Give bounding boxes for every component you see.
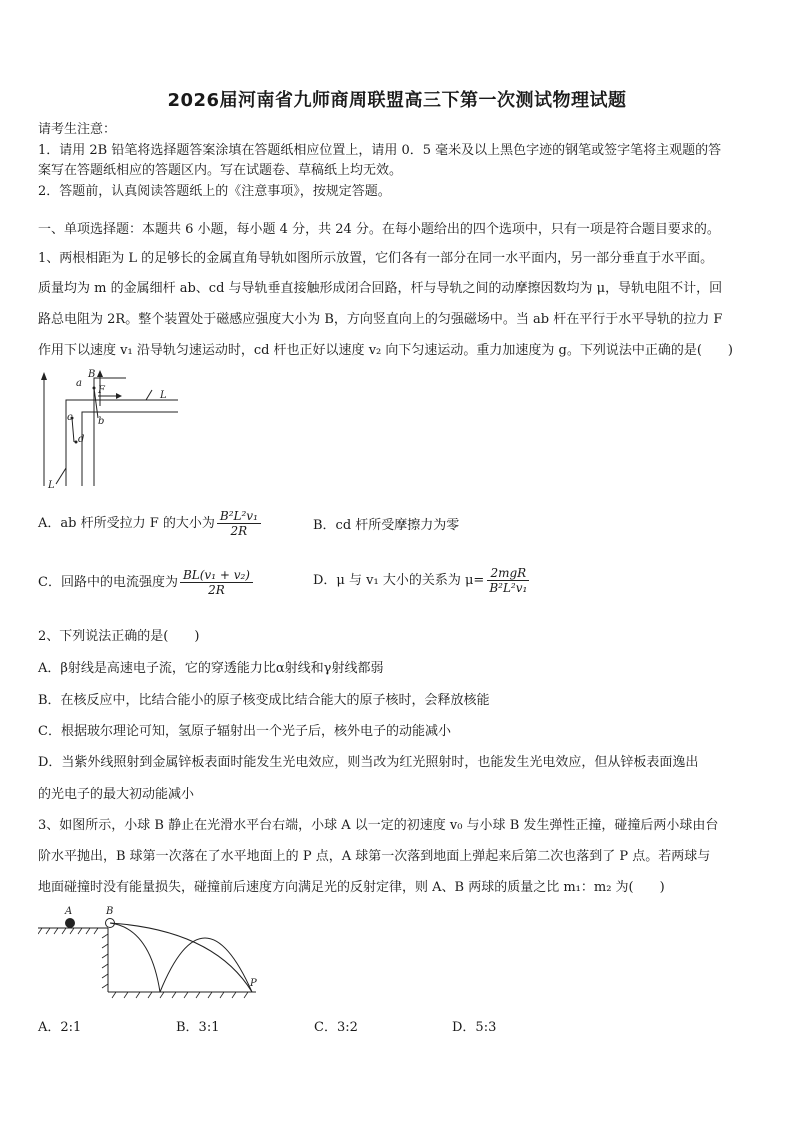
q2-stem: 2、下列说法正确的是( ) [38, 629, 200, 644]
fig3-label-A: A [65, 906, 73, 917]
q2-option-d-line-2: 的光电子的最大初动能减小 [38, 787, 195, 802]
q1-option-d[interactable] [313, 566, 530, 595]
q1-rail-figure [38, 368, 180, 492]
fig3-label-B: B [106, 906, 114, 917]
notice-heading: 请考生注意： [38, 122, 117, 137]
page-title: 2026届河南省九师商周联盟高三下第一次测试物理试题 [167, 90, 627, 111]
q1-option-d-text: D．μ 与 v₁ 大小的关系为 μ= [313, 573, 485, 588]
q1-line-3: 路总电阻为 2R。整个装置处于磁感应强度大小为 B，方向竖直向上的匀强磁场中。当 ab 杆在平行于水平导轨的拉力 F [38, 312, 723, 327]
fig1-label-L-top: L [160, 390, 167, 401]
q1-option-b[interactable]: B．cd 杆所受摩擦力为零 [313, 518, 460, 533]
fig1-label-d: d [78, 434, 85, 445]
q1-option-d-fraction [486, 566, 530, 595]
q3-line-3: 地面碰撞时没有能量损失，碰撞前后速度方向满足光的反射定律，则 A、B 两球的质量之比 m₁：m₂ 为( ) [38, 880, 665, 895]
fig3-label-P: P [250, 978, 257, 989]
fig1-label-b: b [98, 416, 105, 427]
q3-option-c[interactable]: C．3:2 [314, 1020, 358, 1035]
q1-option-a-denominator: 2R [230, 524, 248, 538]
fig1-label-B: B [88, 369, 96, 380]
q3-line-1: 3、如图所示，小球 B 静止在光滑水平台右端，小球 A 以一定的初速度 v₀ 与小球 B 发生弹性正撞，碰撞后两小球由台 [38, 818, 719, 833]
section-heading: 一、单项选择题：本题共 6 小题，每小题 4 分，共 24 分。在每小题给出的四个选项中，只有一项是符合题目要求的。 [38, 222, 720, 237]
q1-option-c[interactable] [38, 568, 253, 597]
q1-option-c-denominator: 2R [208, 583, 225, 597]
q1-option-c-text: C．回路中的电流强度为 [38, 575, 178, 590]
q3-option-b[interactable]: B．3:1 [176, 1020, 220, 1035]
q1-option-a-text: A．ab 杆所受拉力 F 的大小为 [38, 516, 215, 531]
q3-option-d[interactable]: D．5:3 [452, 1020, 497, 1035]
q1-line-2: 质量均为 m 的金属细杆 ab、cd 与导轨垂直接触形成闭合回路，杆与导轨之间的动摩擦因数均为 μ，导轨电阻不计，回 [38, 281, 723, 296]
fig1-label-c: c [67, 412, 73, 423]
fig1-label-F: F [98, 385, 105, 396]
q1-line-1: 1、两根相距为 L 的足够长的金属直角导轨如图所示放置，它们各有一部分在同一水平面内，另一部分垂直于水平面。 [38, 251, 714, 266]
q3-option-a[interactable]: A．2:1 [38, 1020, 82, 1035]
q2-option-c[interactable]: C．根据玻尔理论可知，氢原子辐射出一个光子后，核外电子的动能减小 [38, 724, 451, 739]
q1-option-a[interactable] [38, 509, 261, 538]
q1-option-c-numerator: BL(v₁ + v₂) [180, 568, 253, 583]
fig1-label-L-bottom: L [48, 480, 55, 491]
q1-option-a-numerator: B²L²v₁ [217, 509, 261, 524]
q3-line-2: 阶水平抛出，B 球第一次落在了水平地面上的 P 点，A 球第一次落到地面上弹起来后第二次也落到了 P 点。若两球与 [38, 849, 711, 864]
notice-item-1-line-2: 案写在答题纸相应的答题区内。写在试题卷、草稿纸上均无效。 [38, 163, 403, 178]
notice-item-1-line-1: 1．请用 2B 铅笔将选择题答案涂填在答题纸相应位置上，请用 0．5 毫米及以上黑色字迹的钢笔或签字笔将主观题的答 [38, 143, 722, 158]
q2-option-a[interactable]: A．β射线是高速电子流，它的穿透能力比α射线和γ射线都弱 [38, 661, 384, 676]
q3-projectile-figure [38, 906, 264, 1002]
q2-option-d-line-1[interactable]: D．当紫外线照射到金属锌板表面时能发生光电效应，则当改为红光照射时，也能发生光电效应，但从锌板表面逸出 [38, 755, 699, 770]
notice-item-2: 2．答题前，认真阅读答题纸上的《注意事项》，按规定答题。 [38, 184, 391, 199]
q1-option-c-fraction [180, 568, 253, 597]
q1-line-4: 作用下以速度 v₁ 沿导轨匀速运动时，cd 杆也正好以速度 v₂ 向下匀速运动。重力加速度为 g。下列说法中正确的是( ) [38, 343, 733, 358]
q1-option-d-denominator: B²L²v₁ [489, 581, 528, 595]
fig1-label-a: a [76, 378, 82, 389]
q1-option-a-fraction [217, 509, 261, 538]
q1-option-d-numerator: 2mgR [487, 566, 529, 581]
q2-option-b[interactable]: B．在核反应中，比结合能小的原子核变成比结合能大的原子核时，会释放核能 [38, 693, 490, 708]
